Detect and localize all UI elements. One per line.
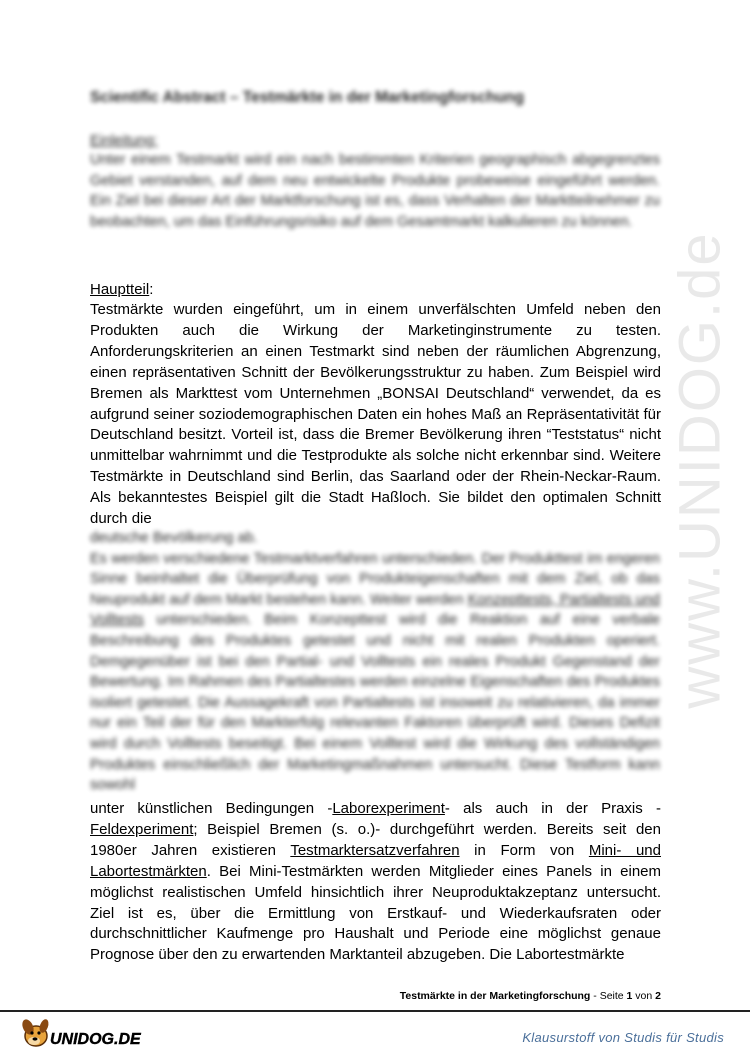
footer-page-number: 1 xyxy=(626,990,633,1002)
footer-total-pages: 2 xyxy=(655,990,661,1002)
tail-paragraph xyxy=(90,799,661,966)
footer-title: Testmärkte in der Marketingforschung xyxy=(399,990,591,1002)
logo-text: UNIDOG.DE xyxy=(50,1031,141,1048)
tail-text-4: in Form von xyxy=(459,841,589,859)
tail-text-3: ; Beispiel Bremen (s. o.)- durchgeführt werden. Bereits seit den 1980er Jahren existieren xyxy=(90,820,661,859)
document-title: Scientific Abstract – Testmärkte in der Marketingforschung xyxy=(90,89,525,106)
footer-of: von xyxy=(632,990,656,1002)
term-laborexperiment: Laborexperiment xyxy=(332,800,445,817)
blurred-underlined: Konzepttests, Partialtests und Volltests xyxy=(90,591,660,629)
tail-text-1: unter künstlichen Bedingungen - xyxy=(90,800,333,817)
blurred-text-b: unterschieden. Beim Konzepttest wird die Reaktion auf eine verbale Beschreibung des Produktes getestet und nicht mit realen Produkten operiert. Demgegenüber ist bei den Partial- und Volltests ein reales Produkt Gegenstand der Bewertung. Im Rahmen des Partialtestes werden einzelne Eigenschaften des Produktes isoliert getestet. Die Aussagekraft von Partialtests ist insoweit zu relativieren, da immer nur ein Teil der für den Markterfolg relevanten Faktoren überprüft wird. Dieses Defizit wird durch Volltests beseitigt. Bei einem Volltest wird die Wirkung des vollständigen Produktes einschließlich der Marketingmaßnahmen untersucht. Diese Testform kann sowohl xyxy=(90,612,660,794)
main-paragraph: Testmärkte wurden eingeführt, um in einem unverfälschten Umfeld neben den Produkten auch die Wirkung der Marketinginstrumente zu testen. Anforderungskriterien an einen Testmarkt sind neben der räumlichen Abgrenzung, einen repräsentativen Schnitt der Bevölkerungsstruktur zu haben. Zum Beispiel wird Bremen als Markttest vom Unternehmen „BONSAI Deutschland“ verwendet, da es aufgrund seiner soziodemographischen Daten ein hohes Maß an Repräsentativität für Deutschland besitzt. Vorteil ist, dass die Bremer Bevölkerung ihren “Teststatus“ nicht unmittelbar wahrnimmt und die Testprodukte als solche nicht erkennbar sind. Weitere Testmärkte in Deutschland sind Berlin, das Saarland oder der Rhein-Neckar-Raum. Als bekanntestes Beispiel gilt die Stadt Haßloch. Sie bildet den optimalen Schnitt durch die xyxy=(90,301,661,528)
blurred-section xyxy=(90,528,660,800)
page-footer xyxy=(90,990,661,1002)
watermark: www.UNIDOG.de xyxy=(667,231,733,709)
footer-sep: - Seite xyxy=(590,990,627,1002)
main-heading-label: Hauptteil xyxy=(90,281,150,298)
term-mini-labortestmaerkte: Mini- und Labortestmärkten xyxy=(90,841,661,880)
tail-text-5: . Bei Mini-Testmärkten werden Mitglieder eines Panels in einem möglichst realistischen Umfeld hinsichtlich ihrer Neuproduktakzeptanz untersucht. Ziel ist es, über die Ermittlung von Erstkauf- und Wiederkaufsraten oder durchschnittlicher Kaufmenge pro Haushalt und Periode eine möglichst genaue Prognose über den zu erwartenden Marktanteil abzugeben. Die Labortestmärkte xyxy=(90,862,661,964)
intro-heading: Einleitung: xyxy=(90,133,158,149)
intro-paragraph: Unter einem Testmarkt wird ein nach bestimmten Kriterien geographisch abgegrenztes Gebiet verstanden, auf dem neu entwickelte Produkte probeweise eingeführt werden. Ein Ziel bei dieser Art der Marktforschung ist es, dass Verhalten der Marktteilnehmer zu beobachten, um das Einführungsrisiko auf dem Gesamtmarkt kalkulieren zu können. xyxy=(90,152,660,230)
tagline: Klausurstoff von Studis für Studis xyxy=(522,1030,724,1045)
blurred-line: deutsche Bevölkerung ab. xyxy=(90,530,258,546)
tail-text-2: - als auch in der Praxis - xyxy=(444,800,661,817)
main-heading xyxy=(90,280,153,300)
blurred-paragraph xyxy=(90,549,660,796)
main-heading-colon: : xyxy=(149,281,154,298)
term-feldexperiment: Feldexperiment xyxy=(90,820,194,838)
blurred-text-a: Es werden verschiedene Testmarktverfahren unterschieden. Der Produkttest im engeren Sinne beinhaltet die Überprüfung von Produkteigenschaften mit dem Ziel, ob das Neuprodukt auf dem Markt bestehen kann. Weiter werden xyxy=(90,550,660,608)
footer-divider xyxy=(0,1010,750,1012)
term-testmarktersatzverfahren: Testmarktersatzverfahren xyxy=(290,841,460,859)
unidog-logo xyxy=(20,1014,170,1054)
